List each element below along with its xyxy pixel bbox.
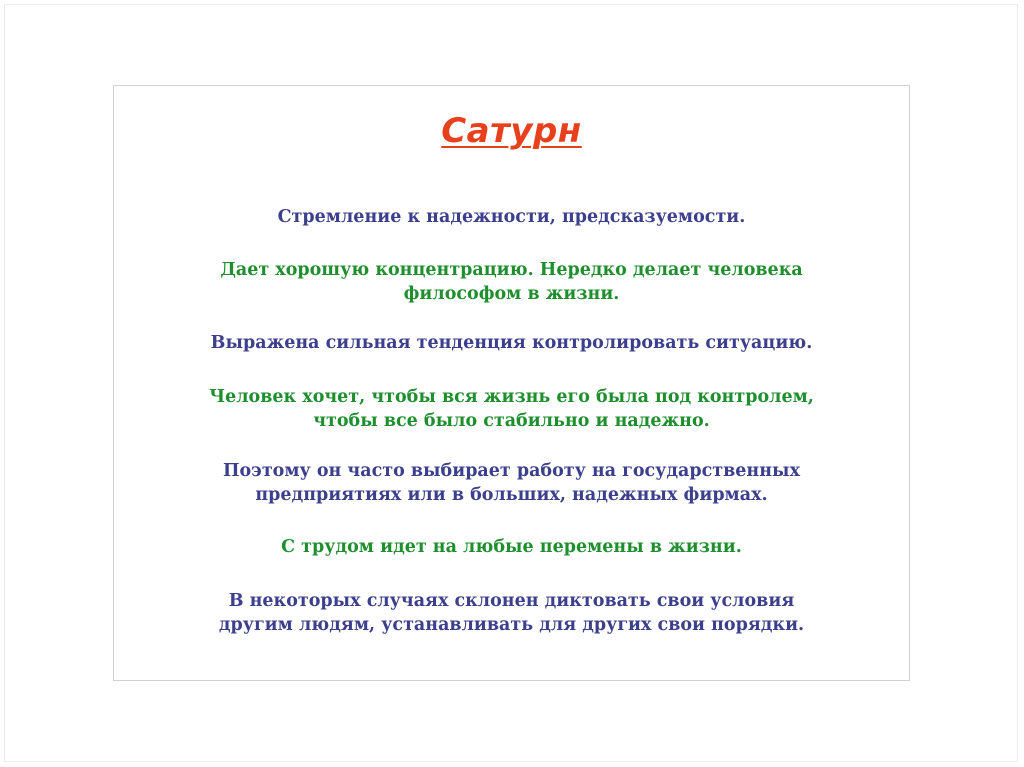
paragraph-5-line-1: Поэтому он часто выбирает работу на государственных (222, 461, 801, 481)
paragraph-4 (114, 385, 909, 433)
paragraph-3 (114, 331, 909, 355)
paragraph-2 (114, 258, 909, 306)
paragraph-2-line-2: философом в жизни. (403, 284, 620, 304)
paragraph-6-line-1: С трудом идет на любые перемены в жизни. (281, 537, 742, 557)
paragraph-5 (114, 459, 909, 507)
paragraph-5-line-2: предприятиях или в больших, надежных фирмах. (255, 485, 768, 505)
paragraph-7-line-2: другим людям, устанавливать для других свои порядки. (218, 615, 805, 635)
paragraph-7 (114, 589, 909, 637)
paragraph-3-line-1: Выражена сильная тенденция контролировать ситуацию. (210, 333, 813, 353)
paragraph-1-line-1: Стремление к надежности, предсказуемости. (277, 207, 746, 227)
paragraph-4-line-2: чтобы все было стабильно и надежно. (313, 411, 710, 431)
paragraph-2-line-1: Дает хорошую концентрацию. Нередко делает человека (220, 260, 803, 280)
paragraph-6 (114, 535, 909, 559)
paragraph-4-line-1: Человек хочет, чтобы вся жизнь его была под контролем, (209, 387, 814, 407)
paragraph-1 (114, 205, 909, 229)
slide (113, 85, 910, 681)
slide-title: Сатурн (441, 111, 582, 151)
paragraph-7-line-1: В некоторых случаях склонен диктовать свои условия (228, 591, 795, 611)
